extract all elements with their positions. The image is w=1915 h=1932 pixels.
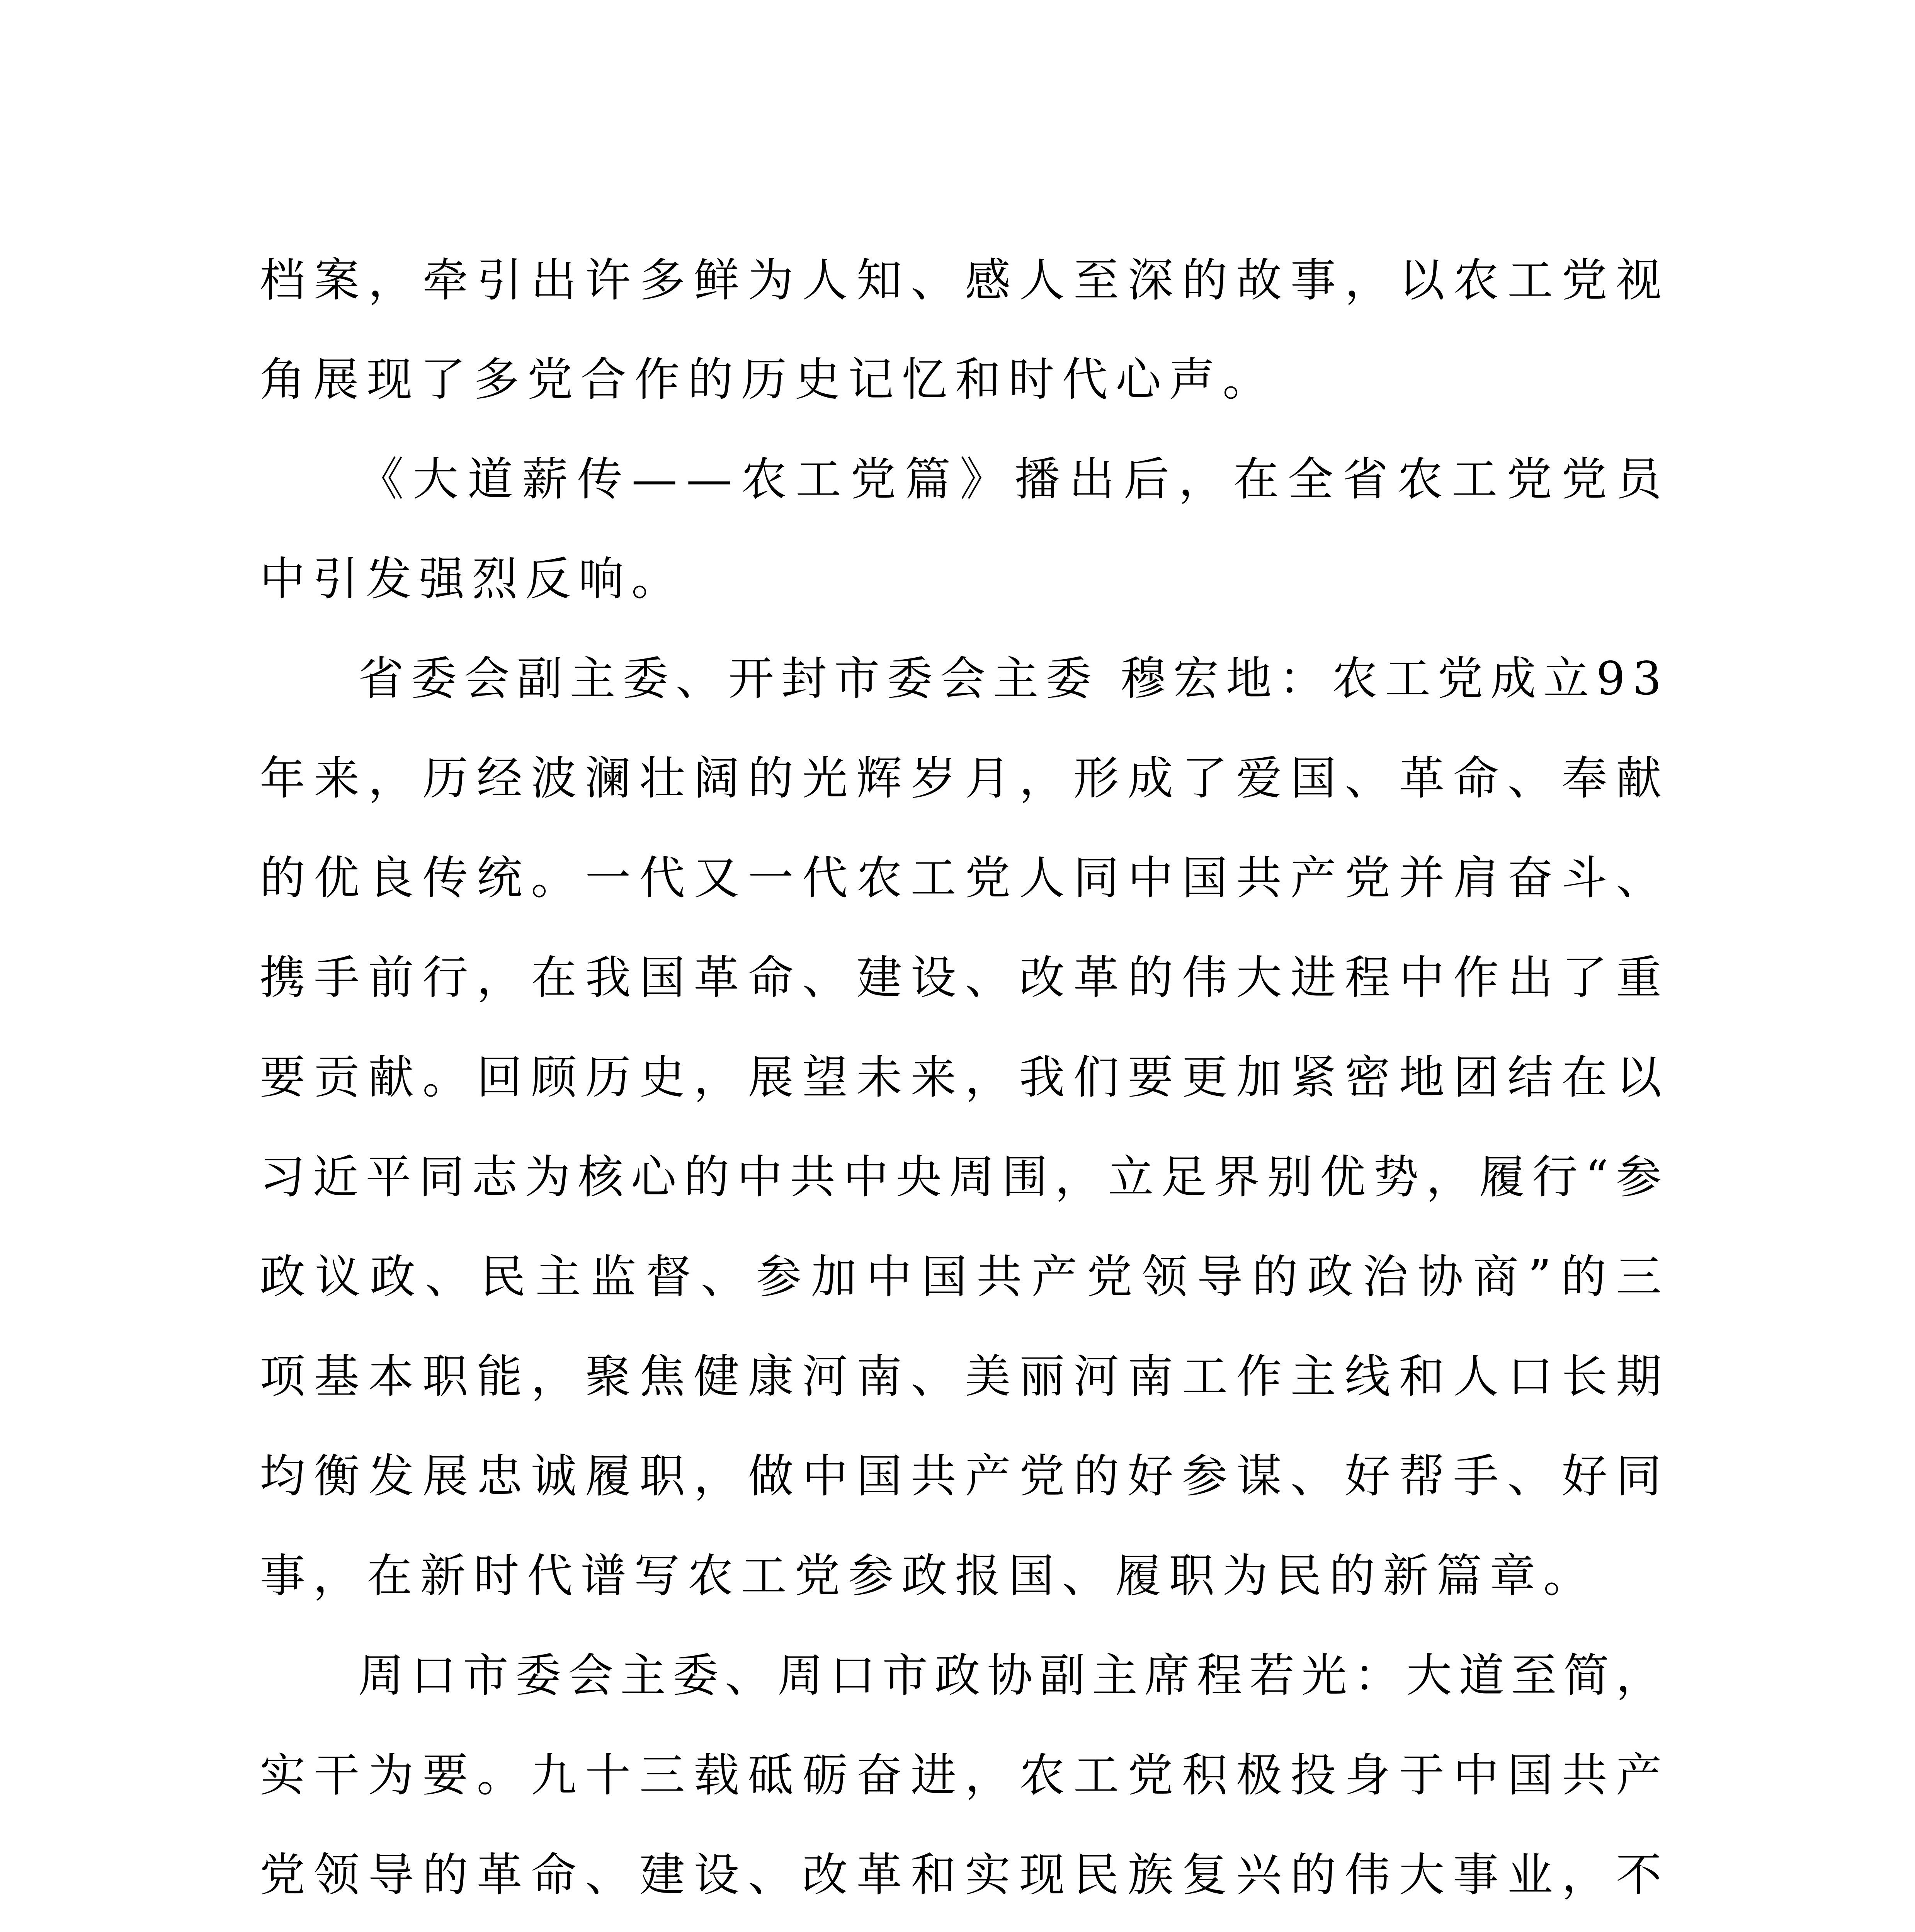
- text-line-content: 的优良传统。一代又一代农工党人同中国共产党并肩奋斗、: [260, 851, 1670, 905]
- text-line-content: 周口市委会主委、周口市政协副主席程若光：大道至简，: [358, 1649, 1668, 1702]
- text-line-content: 《大道薪传——农工党篇》播出后，在全省农工党党员: [358, 452, 1671, 506]
- text-line: [0, 242, 1915, 319]
- text-line-content: 政议政、民主监督、参加中国共产党领导的政治协商”的三: [260, 1250, 1671, 1303]
- text-line: [0, 540, 1915, 617]
- text-line: [0, 341, 1915, 418]
- text-line-content: 携手前行，在我国革命、建设、改革的伟大进程中作出了重: [260, 951, 1670, 1004]
- text-line: [0, 1836, 1915, 1913]
- text-line-content: 事，在新时代谱写农工党参政报国、履职为民的新篇章。: [260, 1549, 1597, 1602]
- text-line-content: 项基本职能，聚焦健康河南、美丽河南工作主线和人口长期: [260, 1350, 1670, 1403]
- text-line: [0, 1736, 1915, 1814]
- text-line-content: 党领导的革命、建设、改革和实现民族复兴的伟大事业，不: [260, 1848, 1670, 1901]
- text-line: [0, 1637, 1915, 1714]
- text-line: [0, 440, 1915, 518]
- text-line: [0, 740, 1915, 817]
- text-line-content: 省委会副主委、开封市委会主委 穆宏地：农工党成立93: [358, 652, 1669, 705]
- text-line-content: 习近平同志为核心的中共中央周围，立足界别优势，履行“参: [260, 1150, 1669, 1204]
- text-line-content: 年来，历经波澜壮阔的光辉岁月，形成了爱国、革命、奉献: [260, 752, 1670, 805]
- text-line-content: 中引发强烈反响。: [260, 552, 685, 605]
- text-line-content: 实干为要。九十三载砥砺奋进，农工党积极投身于中国共产: [260, 1748, 1670, 1802]
- text-line: [0, 1138, 1915, 1216]
- text-line-content: 要贡献。回顾历史，展望未来，我们要更加紧密地团结在以: [260, 1051, 1670, 1104]
- text-line: [0, 1437, 1915, 1515]
- text-line: [0, 939, 1915, 1016]
- text-line: [0, 1238, 1915, 1315]
- text-line-content: 档案，牵引出许多鲜为人知、感人至深的故事，以农工党视: [260, 253, 1670, 307]
- text-line: [0, 839, 1915, 917]
- text-line: [0, 1537, 1915, 1614]
- text-line-content: 均衡发展忠诚履职，做中国共产党的好参谋、好帮手、好同: [260, 1449, 1670, 1503]
- text-line: [0, 1338, 1915, 1415]
- text-line: [0, 1039, 1915, 1116]
- text-line-content: 角展现了多党合作的历史记忆和时代心声。: [260, 353, 1276, 406]
- text-line: [0, 640, 1915, 717]
